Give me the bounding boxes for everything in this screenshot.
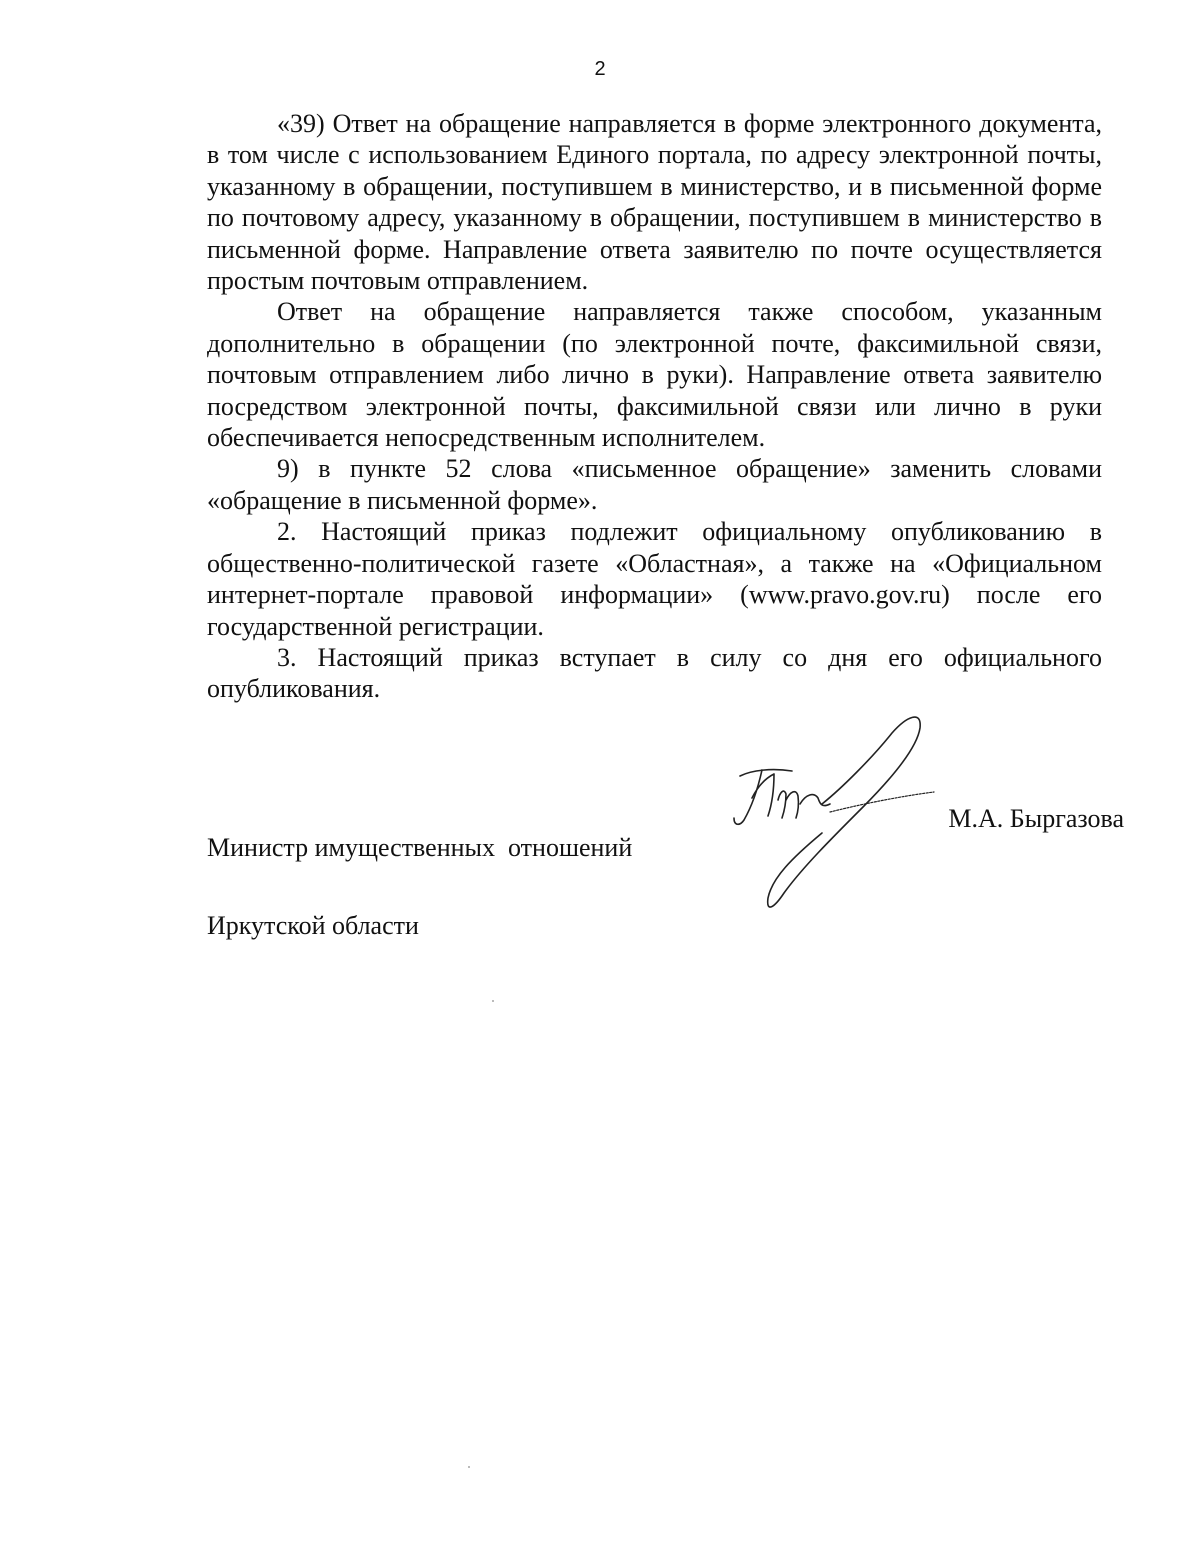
document-body xyxy=(207,108,1102,705)
signatory-title xyxy=(207,783,632,991)
handwritten-signature-icon xyxy=(722,708,942,918)
scan-speck xyxy=(492,1000,494,1002)
signature-block xyxy=(207,783,1137,940)
paragraph-39: «39) Ответ на обращение направляется в форме электронного документа, в том числе с использованием Единого портала, по адресу электронной почты, указанному в обращении, поступившем в министерство, и в письменной форме по почтовому адресу, указанному в обращении, поступившем в министерство в письменной форме. Направление ответа заявителю по почте осуществляется простым почтовым отправлением. xyxy=(207,109,1102,296)
signatory-name: М.А. Быргазова xyxy=(948,804,1124,833)
paragraph-publication: 2. Настоящий приказ подлежит официальному опубликованию в общественно-политической газете «Областная», а также на «Официальном интернет-портале правовой информации» (www.pravo.gov.ru) после его государственной регистрации. xyxy=(207,517,1102,641)
scan-speck xyxy=(468,1466,470,1468)
paragraph-effective-date: 3. Настоящий приказ вступает в силу со дня его официального опубликования. xyxy=(207,642,1102,704)
paragraph-item-9: 9) в пункте 52 слова «письменное обращение» заменить словами «обращение в письменной форме». xyxy=(207,454,1102,515)
page-number: 2 xyxy=(594,58,606,80)
signatory-title-line-2: Иркутской области xyxy=(207,911,419,940)
signatory-title-line-1: Министр имущественных отношений xyxy=(207,833,633,862)
paragraph-answer-method: Ответ на обращение направляется также способом, указанным дополнительно в обращении (по электронной почте, факсимильной связи, почтовым отправлением либо лично в руки). Направление ответа заявителю посредством электронной почты, факсимильной связи или лично в руки обеспечивается непосредственным исполнителем. xyxy=(207,297,1102,453)
